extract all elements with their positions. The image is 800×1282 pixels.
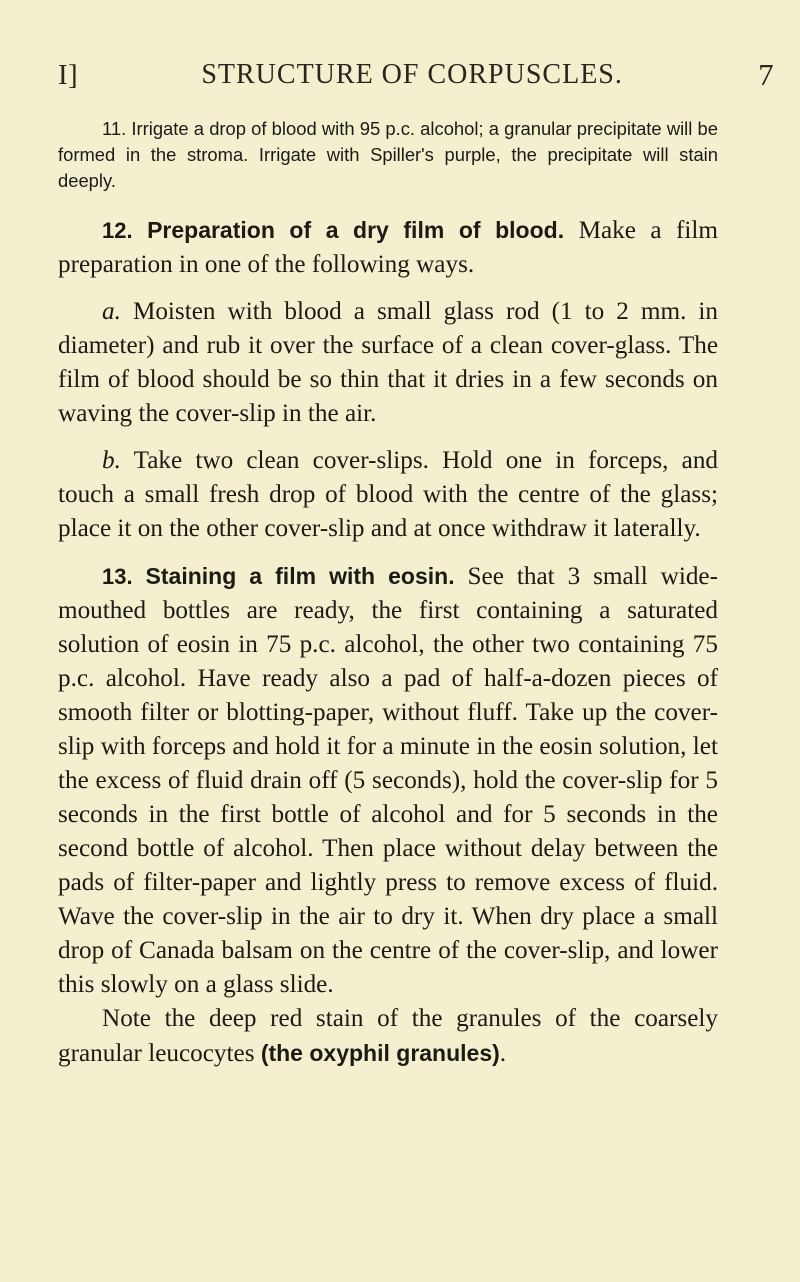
page-header [58,58,774,92]
section-number-13: 13. [102,564,133,589]
page-number: 7 [758,57,774,92]
item-label-b: b. [102,447,121,474]
item-label-a: a. [102,298,121,325]
paragraph-13 [58,559,718,1002]
section-number-12: 12. [102,218,133,243]
paragraph-a [58,295,718,431]
page-body [58,116,718,1071]
note-end: . [499,1040,507,1067]
paragraph-12 [58,213,718,282]
note-bold-term: (the oxyphil granules) [260,1040,500,1066]
section-heading-12: Preparation of a dry film of blood. [147,217,565,243]
chapter-marker: I] [58,58,79,91]
paragraph-b-text: Take two clean cover-slips. Hold one in forceps, and touch a small fresh drop of blood with the centre of the glass; place it on the other cover-slip and at once withdraw it laterally. [58,447,719,542]
paragraph-a-text: Moisten with blood a small glass rod (1 to 2 mm. in diameter) and rub it over the surface of a clean cover-glass. The film of blood should be so thin that it dries in a few seconds on waving the cover-slip in the air. [58,298,719,427]
note-text: Note the deep red stain of the granules of the coarsely granular leucocytes [58,1005,718,1067]
paragraph-note [58,1002,718,1071]
paragraph-11: 11. Irrigate a drop of blood with 95 p.c. alcohol; a granular precipitate will be formed in the stroma. Irrigate with Spiller's purple, the precipitate will stain deeply. [58,118,718,191]
paragraph-13-text: See that 3 small wide-mouthed bottles are ready, the first containing a saturated solution of eosin in 75 p.c. alcohol, the other two containing 75 p.c. alcohol. Have ready also a pad of half-a-dozen pieces of smooth filter or blotting-paper, without fluff. Take up the cover-slip with forceps and hold it for a minute in the eosin solution, let the excess of fluid drain off (5 seconds), hold the cover-slip for 5 seconds in the first bottle of alcohol and for 5 seconds in the second bottle of alcohol. Then place without delay between the pads of filter-paper and lightly press to remove excess of fluid. Wave the cover-slip in the air to dry it. When dry place a small drop of Canada balsam on the centre of the cover-slip, and lower this slowly on a glass slide. [58,563,718,998]
running-title: STRUCTURE OF CORPUSCLES. [201,59,623,90]
paragraph-12-text: Make a film preparation in one of the following ways. [58,217,718,278]
section-heading-13: Staining a film with eosin. [145,563,455,589]
paragraph-b [58,444,718,546]
